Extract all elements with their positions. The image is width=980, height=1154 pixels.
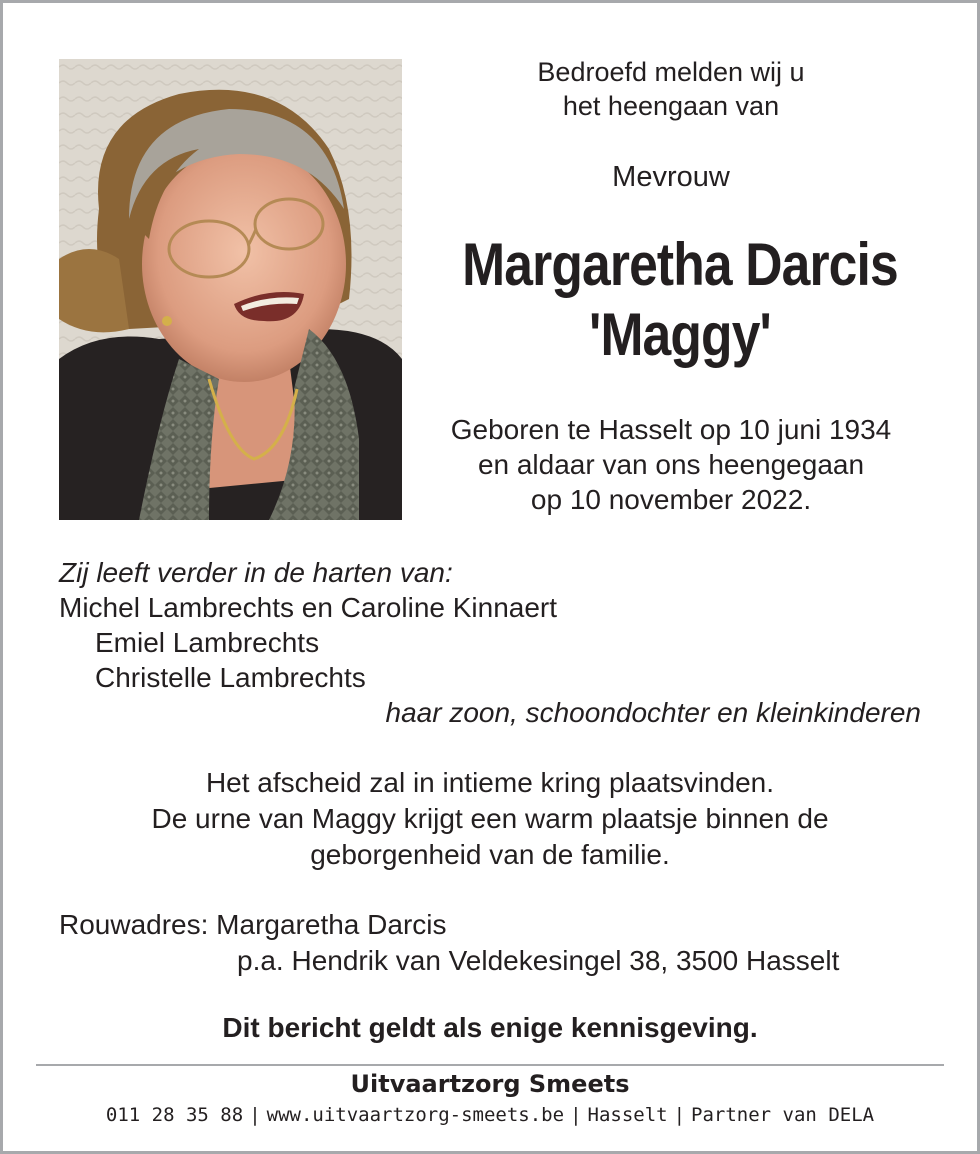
company-city: Hasselt xyxy=(587,1104,668,1126)
born-line: op 10 november 2022. xyxy=(530,484,812,515)
farewell-line: Het afscheid zal in intieme kring plaatsvinden. xyxy=(205,767,775,798)
deceased-name-block xyxy=(452,230,908,370)
born-line: Geboren te Hasselt op 10 juni 1934 xyxy=(450,414,892,445)
separator: | xyxy=(673,1104,686,1126)
company-name: Uitvaartzorg Smeets xyxy=(350,1070,630,1098)
farewell-line: De urne van Maggy krijgt een warm plaatsje binnen de xyxy=(151,803,829,834)
honorific: Mevrouw xyxy=(612,161,730,193)
birth-death-details xyxy=(410,412,932,517)
company-partner: Partner van DELA xyxy=(691,1104,875,1126)
separator: | xyxy=(249,1104,261,1126)
deceased-nickname: 'Maggy' xyxy=(589,301,771,368)
intro-line: het heengaan van xyxy=(562,91,780,121)
intro-line: Bedroefd melden wij u xyxy=(537,57,805,87)
portrait-photo xyxy=(59,59,402,520)
survivors-lead: Zij leeft verder in de harten van: xyxy=(59,557,453,588)
survivor-name: Christelle Lambrechts xyxy=(95,662,366,693)
deceased-name: Margaretha Darcis xyxy=(462,231,898,298)
address-line: Rouwadres: Margaretha Darcis xyxy=(59,909,447,940)
address-street: p.a. Hendrik van Veldekesingel 38, 3500 Hasselt xyxy=(237,945,840,976)
footer-divider xyxy=(36,1064,944,1066)
born-line: en aldaar van ons heengegaan xyxy=(477,449,865,480)
survivors-relation: haar zoon, schoondochter en kleinkinderen xyxy=(385,697,921,728)
farewell-line: geborgenheid van de familie. xyxy=(310,839,670,870)
company-contact xyxy=(36,1102,944,1128)
intro-text xyxy=(420,55,922,123)
separator: | xyxy=(570,1104,582,1126)
notice-statement: Dit bericht geldt als enige kennisgeving. xyxy=(222,1012,758,1043)
company-phone: 011 28 35 88 xyxy=(105,1104,244,1126)
company-website[interactable]: www.uitvaartzorg-smeets.be xyxy=(266,1104,565,1126)
survivor-name: Emiel Lambrechts xyxy=(95,627,320,658)
survivors-section xyxy=(59,555,929,730)
survivor-name: Michel Lambrechts en Caroline Kinnaert xyxy=(59,592,558,623)
farewell-text xyxy=(60,765,920,873)
mourning-address xyxy=(59,907,929,979)
